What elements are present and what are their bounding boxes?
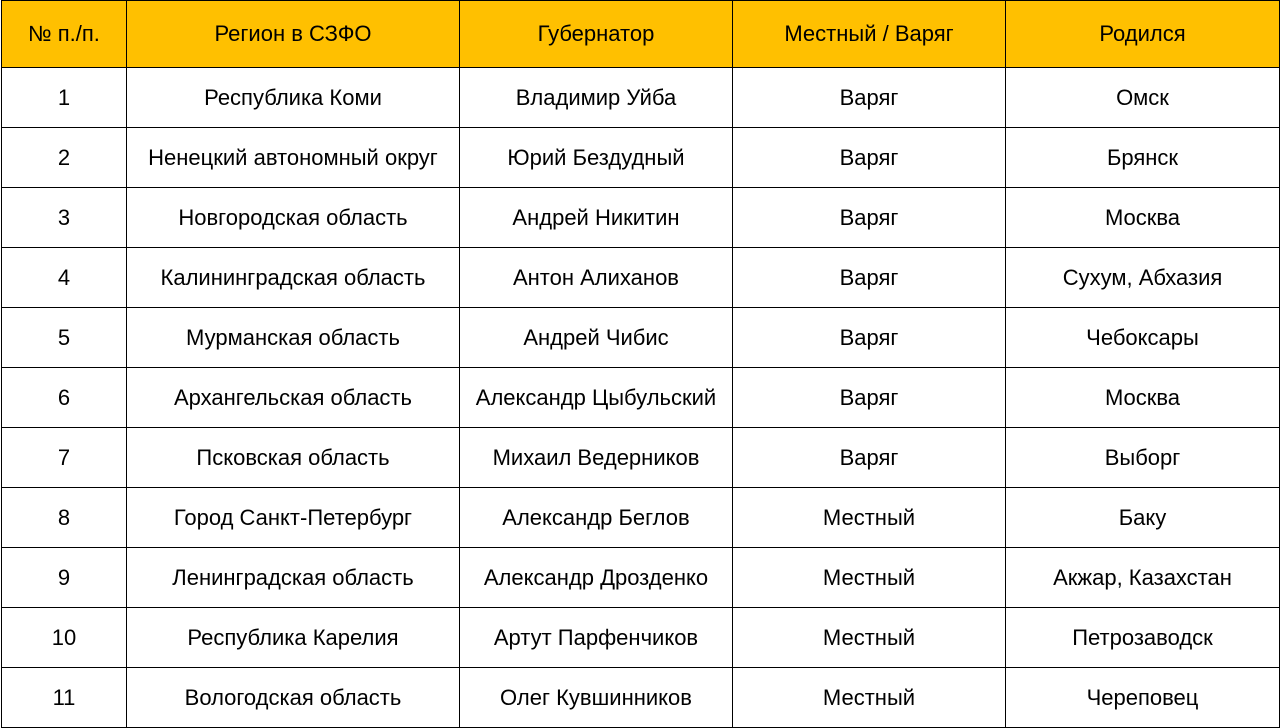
table-row: [2, 308, 1280, 368]
cell-number: 3: [2, 188, 127, 248]
cell-region: Псковская область: [127, 428, 460, 488]
cell-governor: Александр Дрозденко: [460, 548, 733, 608]
table-row: [2, 368, 1280, 428]
cell-governor: Александр Беглов: [460, 488, 733, 548]
table-row: [2, 188, 1280, 248]
cell-birthplace: Москва: [1006, 188, 1280, 248]
cell-status: Местный: [733, 608, 1006, 668]
table-row: [2, 668, 1280, 728]
cell-number: 10: [2, 608, 127, 668]
cell-region: Мурманская область: [127, 308, 460, 368]
table-row: [2, 548, 1280, 608]
cell-status: Варяг: [733, 368, 1006, 428]
cell-region: Республика Коми: [127, 68, 460, 128]
cell-number: 1: [2, 68, 127, 128]
cell-governor: Антон Алиханов: [460, 248, 733, 308]
cell-number: 9: [2, 548, 127, 608]
cell-status: Варяг: [733, 188, 1006, 248]
table-row: [2, 68, 1280, 128]
cell-region: Вологодская область: [127, 668, 460, 728]
cell-birthplace: Баку: [1006, 488, 1280, 548]
cell-number: 4: [2, 248, 127, 308]
cell-status: Местный: [733, 548, 1006, 608]
cell-birthplace: Москва: [1006, 368, 1280, 428]
cell-status: Варяг: [733, 68, 1006, 128]
cell-status: Варяг: [733, 428, 1006, 488]
header-number: № п./п.: [2, 1, 127, 68]
cell-status: Варяг: [733, 128, 1006, 188]
cell-region: Республика Карелия: [127, 608, 460, 668]
header-local-or-outsider: Местный / Варяг: [733, 1, 1006, 68]
table-row: [2, 428, 1280, 488]
cell-region: Новгородская область: [127, 188, 460, 248]
cell-region: Архангельская область: [127, 368, 460, 428]
table-row: [2, 488, 1280, 548]
cell-birthplace: Омск: [1006, 68, 1280, 128]
governors-table: [1, 0, 1280, 728]
cell-number: 2: [2, 128, 127, 188]
header-region: Регион в СЗФО: [127, 1, 460, 68]
cell-governor: Олег Кувшинников: [460, 668, 733, 728]
cell-governor: Александр Цыбульский: [460, 368, 733, 428]
cell-number: 6: [2, 368, 127, 428]
cell-governor: Владимир Уйба: [460, 68, 733, 128]
table-row: [2, 608, 1280, 668]
cell-governor: Андрей Чибис: [460, 308, 733, 368]
cell-region: Калининградская область: [127, 248, 460, 308]
cell-region: Ленинградская область: [127, 548, 460, 608]
cell-birthplace: Петрозаводск: [1006, 608, 1280, 668]
cell-governor: Артут Парфенчиков: [460, 608, 733, 668]
cell-governor: Юрий Бездудный: [460, 128, 733, 188]
cell-birthplace: Акжар, Казахстан: [1006, 548, 1280, 608]
header-governor: Губернатор: [460, 1, 733, 68]
cell-governor: Андрей Никитин: [460, 188, 733, 248]
cell-birthplace: Брянск: [1006, 128, 1280, 188]
table-row: [2, 248, 1280, 308]
cell-status: Варяг: [733, 248, 1006, 308]
cell-number: 7: [2, 428, 127, 488]
cell-number: 5: [2, 308, 127, 368]
cell-birthplace: Чебоксары: [1006, 308, 1280, 368]
cell-birthplace: Выборг: [1006, 428, 1280, 488]
cell-number: 8: [2, 488, 127, 548]
cell-birthplace: Сухум, Абхазия: [1006, 248, 1280, 308]
cell-status: Местный: [733, 488, 1006, 548]
cell-governor: Михаил Ведерников: [460, 428, 733, 488]
table-row: [2, 128, 1280, 188]
cell-status: Местный: [733, 668, 1006, 728]
cell-region: Город Санкт-Петербург: [127, 488, 460, 548]
header-birthplace: Родился: [1006, 1, 1280, 68]
table-header-row: [2, 1, 1280, 68]
cell-region: Ненецкий автономный округ: [127, 128, 460, 188]
cell-birthplace: Череповец: [1006, 668, 1280, 728]
cell-number: 11: [2, 668, 127, 728]
cell-status: Варяг: [733, 308, 1006, 368]
